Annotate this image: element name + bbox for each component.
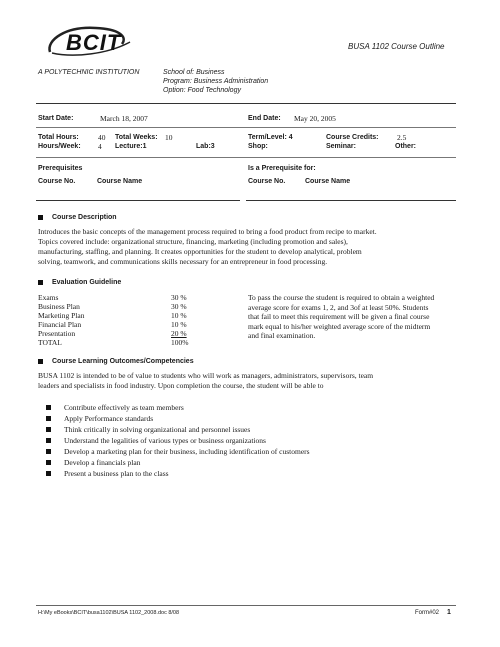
lecture-label: Lecture:1	[115, 143, 147, 150]
evaluation-heading-bullet	[38, 280, 43, 285]
evaluation-weight: 20 %	[171, 329, 187, 338]
evaluation-row	[38, 329, 228, 338]
description-line: Introduces the basic concepts of the management process required to bring a food product from recipe to market.	[38, 227, 377, 236]
total-hours-value: 40	[98, 133, 106, 142]
evaluation-row	[38, 302, 228, 311]
start-date-value: March 18, 2007	[100, 114, 148, 123]
prereq-for-course-no: Course No.	[248, 178, 286, 185]
description-heading: Course Description	[52, 214, 117, 221]
lab-label: Lab:3	[196, 143, 215, 150]
outcomes-heading-bullet	[38, 359, 43, 364]
evaluation-weight: 10 %	[171, 311, 187, 320]
hours-week-label: Hours/Week:	[38, 143, 81, 150]
outcome-bullet	[46, 471, 51, 476]
total-hours-label: Total Hours:	[38, 134, 79, 141]
evaluation-note-line: that fail to meet this requirement will be given a final course	[248, 312, 430, 321]
evaluation-item: Business Plan	[38, 302, 80, 311]
evaluation-weight: 10 %	[171, 320, 187, 329]
footer-page-number: 1	[447, 609, 451, 616]
outcome-bullet	[46, 427, 51, 432]
outline-title: BUSA 1102 Course Outline	[348, 42, 445, 51]
evaluation-total-value: 100%	[171, 338, 189, 347]
outcomes-heading: Course Learning Outcomes/Competencies	[52, 358, 194, 365]
outcome-bullet	[46, 438, 51, 443]
bcit-logo	[44, 22, 140, 62]
start-date-label: Start Date:	[38, 115, 74, 122]
outcome-bullet	[46, 449, 51, 454]
evaluation-total-label: TOTAL	[38, 338, 62, 347]
footer-rule	[36, 605, 456, 606]
program-line: Program: Business Administration	[163, 78, 269, 85]
prereq-course-no: Course No.	[38, 178, 76, 185]
evaluation-heading: Evaluation Guideline	[52, 279, 122, 286]
outcome-item: Understand the legalities of various types or business organizations	[64, 436, 266, 445]
info-rule-2	[36, 157, 456, 158]
institution-name: A POLYTECHNIC INSTITUTION	[38, 69, 140, 76]
evaluation-row	[38, 311, 228, 320]
outcome-item: Develop a financials plan	[64, 458, 141, 467]
evaluation-item: Marketing Plan	[38, 311, 85, 320]
description-line: solving, teamwork, and communications skills necessary for an entrepreneur in food processing.	[38, 257, 328, 266]
logo-text: BCIT	[66, 30, 122, 55]
evaluation-row	[38, 293, 228, 302]
prereq-course-name: Course Name	[97, 178, 143, 185]
info-rule-1	[36, 127, 456, 128]
outcomes-intro-line: BUSA 1102 is intended to be of value to students who will work as managers, administrators, supervisors, team	[38, 371, 374, 380]
other-label: Other:	[395, 143, 416, 150]
shop-label: Shop:	[248, 143, 268, 150]
outcomes-intro-line: leaders and specialists in food industry. Upon completion the course, the student will be able to	[38, 381, 324, 390]
credits-label: Course Credits:	[326, 134, 379, 141]
outcome-item: Develop a marketing plan for their business, including identification of customers	[64, 447, 310, 456]
description-text	[38, 227, 377, 267]
description-heading-bullet	[38, 215, 43, 220]
credits-value: 2.5	[397, 133, 407, 142]
evaluation-total-row	[38, 338, 228, 347]
evaluation-note-line: To pass the course the student is required to obtain a weighted	[248, 293, 435, 302]
end-date-label: End Date:	[248, 115, 281, 122]
outcome-item: Think critically in solving organizational and personnel issues	[64, 425, 251, 434]
description-line: manufacturing, staffing, and planning. It creates opportunities for the student to develop analytical, problem	[38, 247, 362, 256]
prereq-for-course-name: Course Name	[305, 178, 351, 185]
hours-week-value: 4	[98, 142, 102, 151]
description-line: Topics covered include: organizational structure, financing, marketing (including promotion and sales),	[38, 237, 348, 246]
school-line: School of: Business	[163, 69, 225, 76]
total-weeks-value: 10	[165, 133, 173, 142]
outcomes-intro	[38, 371, 373, 391]
header-rule	[36, 103, 456, 104]
evaluation-note-line: mark equal to his/her weighted average score of the midterm	[248, 321, 431, 331]
prereq-rule-right	[246, 200, 456, 201]
evaluation-item: Presentation	[38, 329, 76, 338]
outcome-bullet	[46, 405, 51, 410]
outcome-bullet	[46, 460, 51, 465]
evaluation-weight: 30 %	[171, 302, 187, 311]
evaluation-note	[248, 293, 434, 341]
outcome-item: Contribute effectively as team members	[64, 403, 184, 412]
footer-form: Form#02	[415, 610, 440, 616]
evaluation-note-line: and final examination.	[248, 331, 316, 340]
outcome-bullet	[46, 416, 51, 421]
evaluation-row	[38, 320, 228, 329]
evaluation-item: Exams	[38, 293, 59, 302]
total-weeks-label: Total Weeks:	[115, 134, 158, 141]
end-date-value: May 20, 2005	[294, 114, 336, 123]
prerequisite-for-label: Is a Prerequisite for:	[248, 165, 316, 172]
seminar-label: Seminar:	[326, 143, 356, 150]
outcome-item: Apply Performance standards	[64, 414, 154, 423]
prereq-rule-left	[36, 200, 240, 201]
evaluation-note-line: average score for exams 1, 2, and 3of at least 50%. Students	[248, 302, 429, 312]
evaluation-weight: 30 %	[171, 293, 187, 302]
outcome-item: Present a business plan to the class	[64, 469, 169, 478]
prerequisites-label: Prerequisites	[38, 165, 83, 172]
option-line: Option: Food Technology	[163, 87, 241, 94]
term-level: Term/Level: 4	[248, 134, 293, 141]
evaluation-item: Financial Plan	[38, 320, 82, 329]
footer-path: H:\My eBooks\BCIT\busa1102\BUSA 1102_2008.doc 8/08	[38, 610, 180, 616]
